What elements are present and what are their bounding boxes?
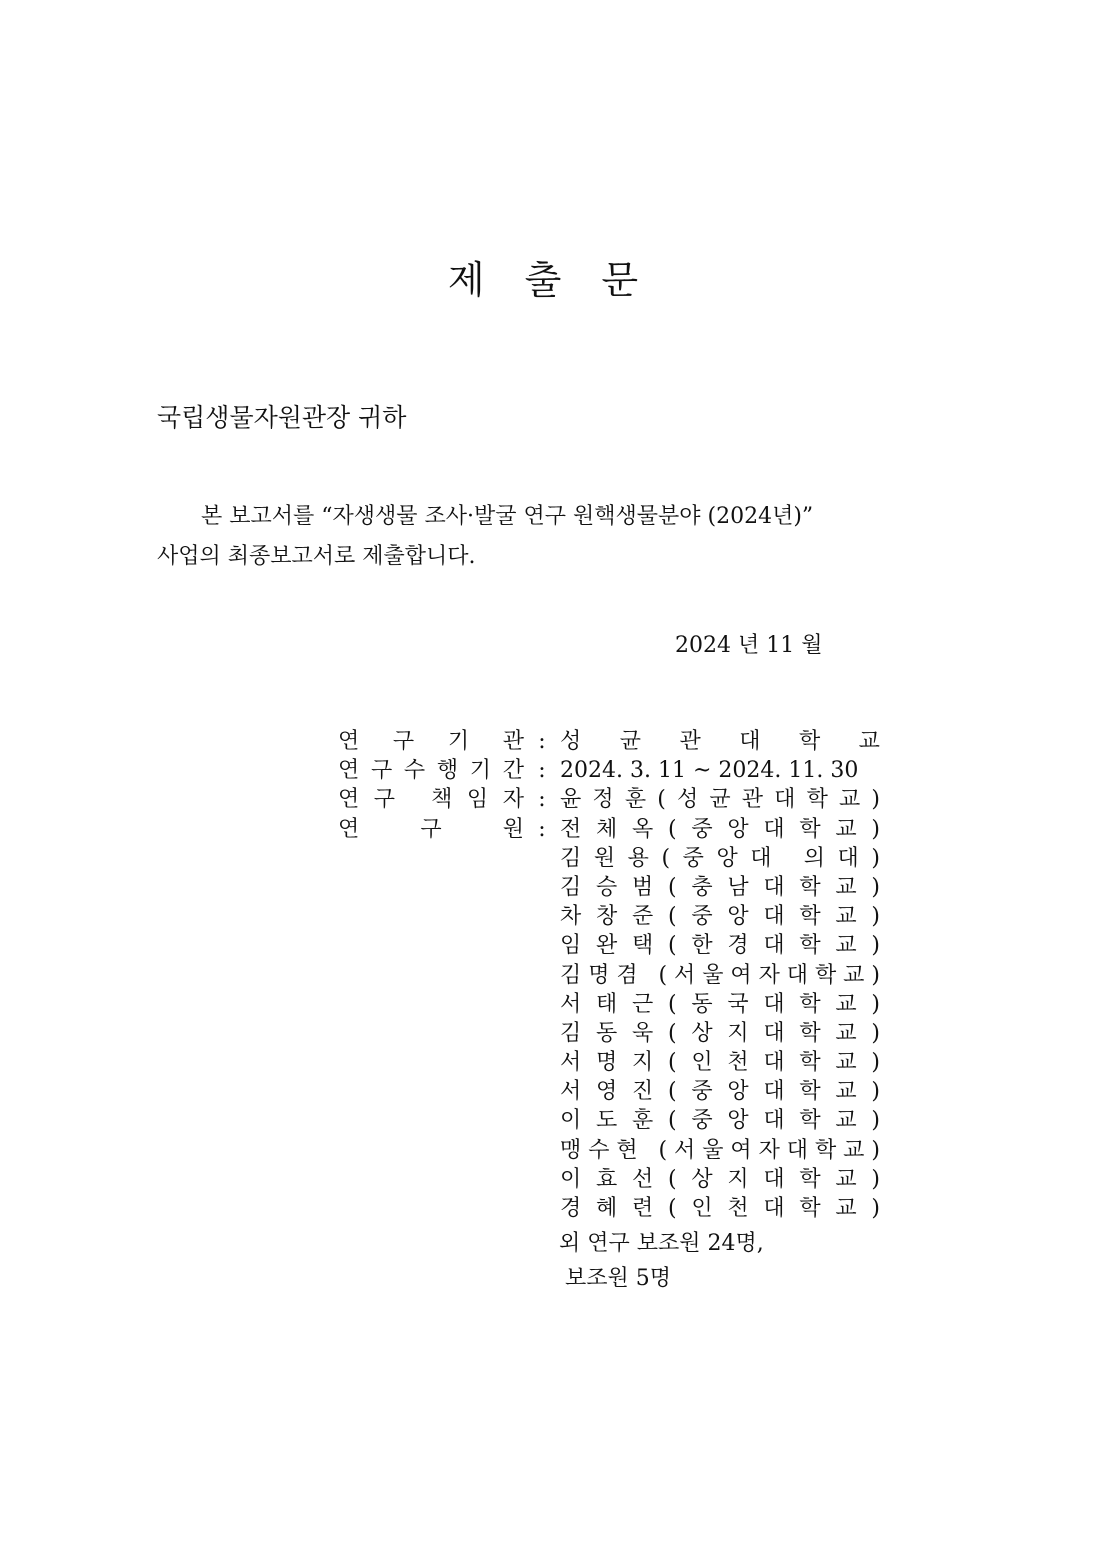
member-row (338, 844, 880, 873)
member-row (338, 1136, 880, 1165)
member-entry: 이 도 훈 ( 중 앙 대 학 교 ) (560, 1108, 880, 1134)
member-entry: 차 창 준 ( 중 앙 대 학 교 ) (560, 904, 880, 930)
member-row (338, 1077, 880, 1106)
member-row (338, 931, 880, 960)
assistants-line-2: 보조원 5명 (565, 1266, 671, 1291)
research-info-block (338, 727, 880, 1223)
addressee: 국립생물자원관장 귀하 (157, 403, 407, 432)
member-entry: 맹 수 현 ( 서 울 여 자 대 학 교 ) (560, 1137, 880, 1163)
member-entry: 서 영 진 ( 중 앙 대 학 교 ) (560, 1079, 880, 1105)
member-entry: 서 태 근 ( 동 국 대 학 교 ) (560, 991, 880, 1017)
members-label: 연 구 원 (338, 816, 524, 842)
institution-value: 성 균 관 대 학 교 (560, 729, 880, 754)
member-row (338, 961, 880, 990)
member-row (338, 1019, 880, 1048)
member-row (338, 902, 880, 931)
member-entry: 서 명 지 ( 인 천 대 학 교 ) (560, 1050, 880, 1076)
lead-value: 윤 정 훈 ( 성 균 관 대 학 교 ) (560, 787, 880, 813)
member-entry: 김 명 겸 ( 서 울 여 자 대 학 교 ) (560, 962, 880, 988)
institution-row (338, 727, 880, 756)
period-label: 연 구 수 행 기 간 (338, 758, 524, 784)
page-title: 제 출 문 (447, 258, 653, 302)
lead-label: 연 구 책 임 자 (338, 787, 524, 813)
submission-date: 2024 년 11 월 (675, 633, 823, 658)
member-entry: 김 원 용 ( 중 앙 대 의 대 ) (560, 845, 880, 871)
lead-row (338, 785, 880, 814)
member-entry: 김 승 범 ( 충 남 대 학 교 ) (560, 874, 880, 900)
period-row (338, 756, 880, 785)
statement-line-1: 본 보고서를 “자생생물 조사·발굴 연구 원핵생물분야 (2024년)” (201, 504, 814, 529)
colon: : (538, 816, 546, 842)
period-value: 2024. 3. 11 ~ 2024. 11. 30 (560, 758, 859, 784)
member-row (338, 1165, 880, 1194)
member-row (338, 873, 880, 902)
member-entry: 김 동 욱 ( 상 지 대 학 교 ) (560, 1020, 880, 1046)
colon: : (538, 729, 546, 754)
statement-line-2: 사업의 최종보고서로 제출합니다. (157, 544, 476, 569)
assistants-line: 외 연구 보조원 24명, (559, 1231, 764, 1256)
member-row (338, 1048, 880, 1077)
members-row (338, 815, 880, 844)
submission-statement (157, 497, 957, 577)
member-row (338, 1106, 880, 1135)
member-entry: 임 완 택 ( 한 경 대 학 교 ) (560, 933, 880, 959)
member-entry: 전 체 옥 ( 중 앙 대 학 교 ) (560, 816, 880, 842)
colon: : (538, 787, 546, 813)
member-entry: 이 효 선 ( 상 지 대 학 교 ) (560, 1166, 880, 1192)
member-row (338, 1194, 880, 1223)
colon: : (538, 758, 546, 784)
member-row (338, 990, 880, 1019)
institution-label: 연 구 기 관 (338, 729, 524, 754)
member-entry: 경 혜 련 ( 인 천 대 학 교 ) (560, 1196, 880, 1221)
